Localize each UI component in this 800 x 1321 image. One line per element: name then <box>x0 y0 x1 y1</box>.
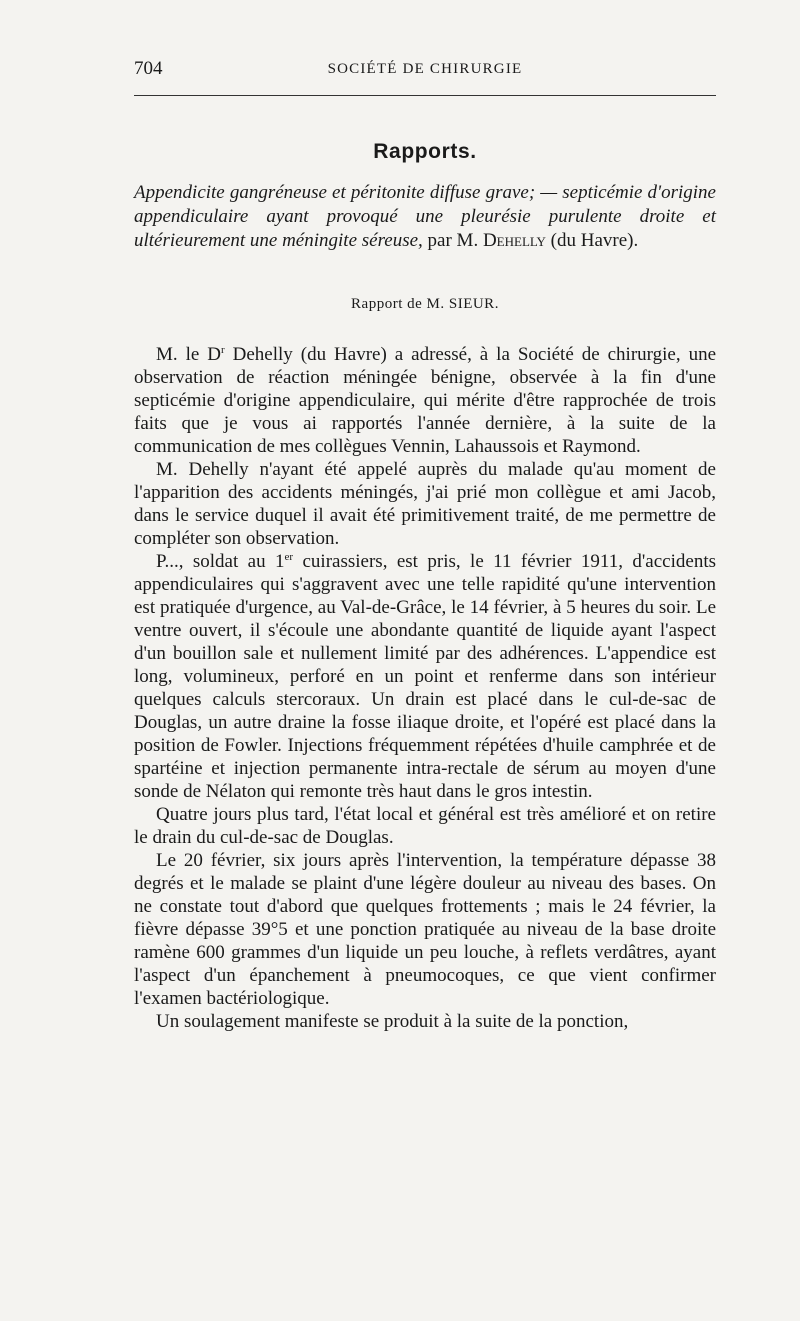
paragraph <box>134 849 716 1010</box>
article-title-line <box>134 181 716 253</box>
paragraph-text: M. Dehelly n'ayant été appelé auprès du malade qu'au moment de l'apparition des accidents méningés, j'ai prié mon collègue et ami Jacob, dans le service duquel il avait été primitivement traité, de me permettre de compléter son observation. <box>134 459 716 549</box>
paragraph-text: Le 20 février, six jours après l'intervention, la température dépasse 38 degrés et le malade se plaint d'une légère douleur au niveau des bases. On ne constate tout d'abord que quelques frottements ; mais le 24 février, la fièvre dépasse 39°5 et une ponction pratiquée au niveau de la base droite ramène 600 grammes d'un liquide un peu louche, à reflets verdâtres, ayant l'aspect d'un épanchement à pneumocoques, ce que vient confirmer l'examen bactériologique. <box>134 850 716 1009</box>
article-heading <box>134 181 716 253</box>
article-locality: (du Havre). <box>545 230 639 251</box>
paragraph <box>134 550 716 803</box>
report-byline: Rapport de M. SIEUR. <box>351 296 499 312</box>
article-title: Appendicite gangréneuse et péritonite diffuse grave; — septicémie d'origine appendiculaire ayant provoqué une pleurésie purulente droite et ultérieurement une méningite séreuse, <box>134 182 716 251</box>
section-title: Rapports. <box>373 140 477 163</box>
running-head: SOCIÉTÉ DE CHIRURGIE <box>327 61 523 77</box>
paragraph-text: M. le D <box>156 344 222 365</box>
paragraph <box>134 458 716 550</box>
page-header <box>134 58 716 88</box>
superscript: r <box>221 344 225 356</box>
page-number: 704 <box>134 58 163 79</box>
paragraph-text: Un soulagement manifeste se produit à la suite de la ponction, <box>156 1011 629 1032</box>
body-text <box>134 343 716 1033</box>
article-author: Dehelly <box>482 230 546 251</box>
paragraph <box>134 343 716 458</box>
header-rule <box>134 95 716 96</box>
paragraph-text: Dehelly (du Havre) a adressé, à la Société de chirurgie, une observation de réaction méningée bénigne, observée à la fin d'une septicémie d'origine appendiculaire, qui mérite d'être rapprochée de trois faits que je vous ai rapportés l'année dernière, à la suite de la communication de mes collègues Vennin, Lahaussois et Raymond. <box>134 344 717 457</box>
paragraph <box>134 1010 716 1033</box>
paragraph-text: Quatre jours plus tard, l'état local et général est très amélioré et on retire le drain du cul-de-sac de Douglas. <box>134 804 716 848</box>
article-by: par M. <box>422 230 483 251</box>
paragraph-text: P..., soldat au 1 <box>156 551 285 572</box>
paragraph <box>134 803 716 849</box>
superscript: er <box>284 551 294 563</box>
paragraph-text: cuirassiers, est pris, le 11 février 1911, d'accidents appendiculaires qui s'aggravent avec une telle rapidité qu'une intervention est pratiquée d'urgence, au Val-de-Grâce, le 14 février, à 5 heures du soir. Le ventre ouvert, il s'écoule une abondante quantité de liquide ayant l'aspect d'un bouillon sale et nullement limité par des adhérences. L'appendice est long, volumineux, perforé en un point et renferme dans son intérieur quelques calculs stercoraux. Un drain est placé dans le cul-de-sac de Douglas, un autre draine la fosse iliaque droite, et l'opéré est placé dans la position de Fowler. Injections fréquemment répétées d'huile camphrée et de spartéine et injection permanente intra-rectale de sérum au moyen d'une sonde de Nélaton qui remonte très haut dans le gros intestin. <box>134 551 716 802</box>
